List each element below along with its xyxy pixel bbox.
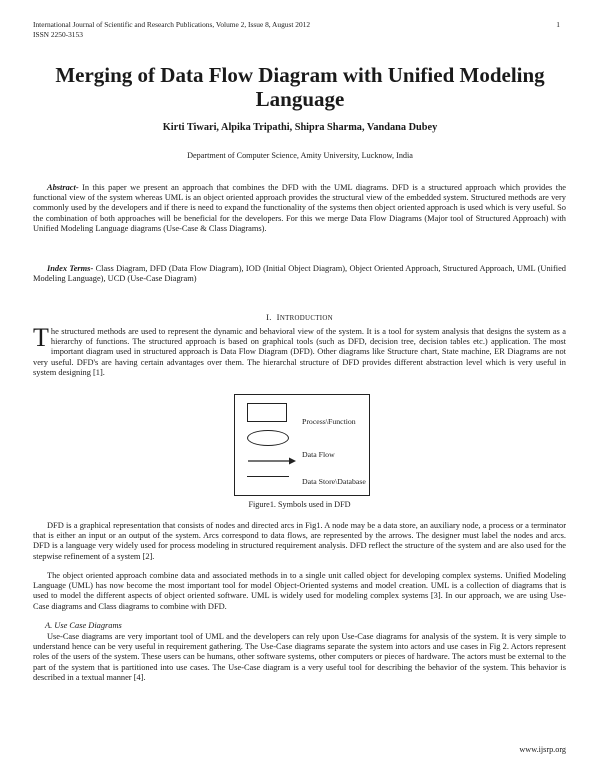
section-title-rest: NTRODUCTION [279,315,333,322]
data-flow-arrow [247,456,297,466]
data-flow-label: Data Flow [302,450,335,459]
intro-text: he structured methods are used to represent the dynamic and behavioral view of the system. It is a tool for system analysis that designs the system as a hierarchy of functions. The structured approach is based on graphical tools (such as DFD, decision tree, decision tables etc.) application. The most important diagram used in structured approach is Data Flow Diagram (DFD). Other diagrams like Structure chart, State machine, ER Diagrams are not very useful. DFD's are having certain advantages over them. The hierarchal structure of DFD provides different abstraction level which is very useful in system designing [1]. [33,327,566,377]
journal-line: International Journal of Scientific and Research Publications, Volume 2, Issue 8, August 2012 [33,20,311,29]
process-symbol [247,403,287,422]
running-header [33,20,310,40]
abstract [33,183,566,234]
object-oriented-paragraph: The object oriented approach combine data and associated methods in to a single unit called object for developing complex systems. Unified Modeling Language (UML) has now become the most important tool for model Object-Oriented systems and model creation. UML is a collection of diagrams that is used to model the different aspects of object oriented software. UML is widely used for modeling complex systems [3]. In our approach, we are using Use-Case diagrams and Class diagrams to combine with DFD. [33,571,566,611]
abstract-label: Abstract- [47,183,79,192]
ellipse-symbol [247,430,289,446]
page-number: 1 [556,20,560,29]
index-terms-text: Class Diagram, DFD (Data Flow Diagram), IOD (Initial Object Diagram), Object Oriented Approach, Structured Approach, UML (Unified Modeling Language), UCD (Use-Case Diagram) [33,264,566,284]
use-case-paragraph: Use-Case diagrams are very important tool of UML and the developers can rely upon Use-Case diagrams for analysis of the system. It is very simple to understand hence can be very useful in requirement gathering. The Use-Case diagrams separate the system into actors and use cases in Fig 2. Actors represent roles of the users of the system. These users can be humans, other software systems, other computers or pieces of hardware. The actors must be external to the part of the system that is partitioned into use cases. The Use-Case diagram is a very useful tool for describing the behavior of the system. This behavior is described in a textual manner [4]. [33,632,566,682]
issn-line: ISSN 2250-3153 [33,30,83,39]
process-label: Process\Function [302,417,356,426]
subsection-use-case-diagrams: A. Use Case Diagrams [45,621,122,630]
drop-cap: T [33,323,49,352]
section-title-initial: I [276,312,280,322]
data-store-label: Data Store\Database [302,477,366,486]
abstract-text: In this paper we present an approach that combines the DFD with the UML diagrams. DFD is a structured approach which provides the functional view of the system whereas UML is an object oriented approach provides the structural view of the embedded system. Structured methods are very commonly used by the developers and if there is need to expand the functionality of the systems then object oriented approach is used which is very useful. So the combination of both approaches will be beneficial for the developers. For this we merge Data Flow Diagrams (Major tool of Structured Approach) with Unified Modeling Language diagrams (Use-Case & Class Diagrams). [33,183,566,233]
data-store-symbol [247,476,289,477]
figure-1 [234,394,370,496]
figure-1-caption: Figure1. Symbols used in DFD [248,500,351,509]
intro-paragraph [33,323,566,378]
paper-title: Merging of Data Flow Diagram with Unified Modeling Language [55,63,545,111]
section-number: I. [266,312,272,322]
dfd-paragraph: DFD is a graphical representation that consists of nodes and directed arcs in Fig1. A node may be a data store, an auxiliary node, a process or a terminator that is either an input or an output of the system. Arcs correspond to data flows, are represented by the arrows. The designer must label the nodes and arcs. DFD is a language very widely used for process modeling in structured requirement analysis. DFD reflect the structure of the system and are also used for the stepwise refinement of a system [2]. [33,521,566,561]
index-terms [33,264,566,284]
index-terms-label: Index Terms- [47,264,94,273]
footer-url: www.ijsrp.org [519,745,566,754]
authors: Kirti Tiwari, Alpika Tripathi, Shipra Sharma, Vandana Dubey [162,122,438,133]
section-heading-introduction [33,312,566,322]
affiliation: Department of Computer Science, Amity University, Lucknow, India [187,151,413,160]
